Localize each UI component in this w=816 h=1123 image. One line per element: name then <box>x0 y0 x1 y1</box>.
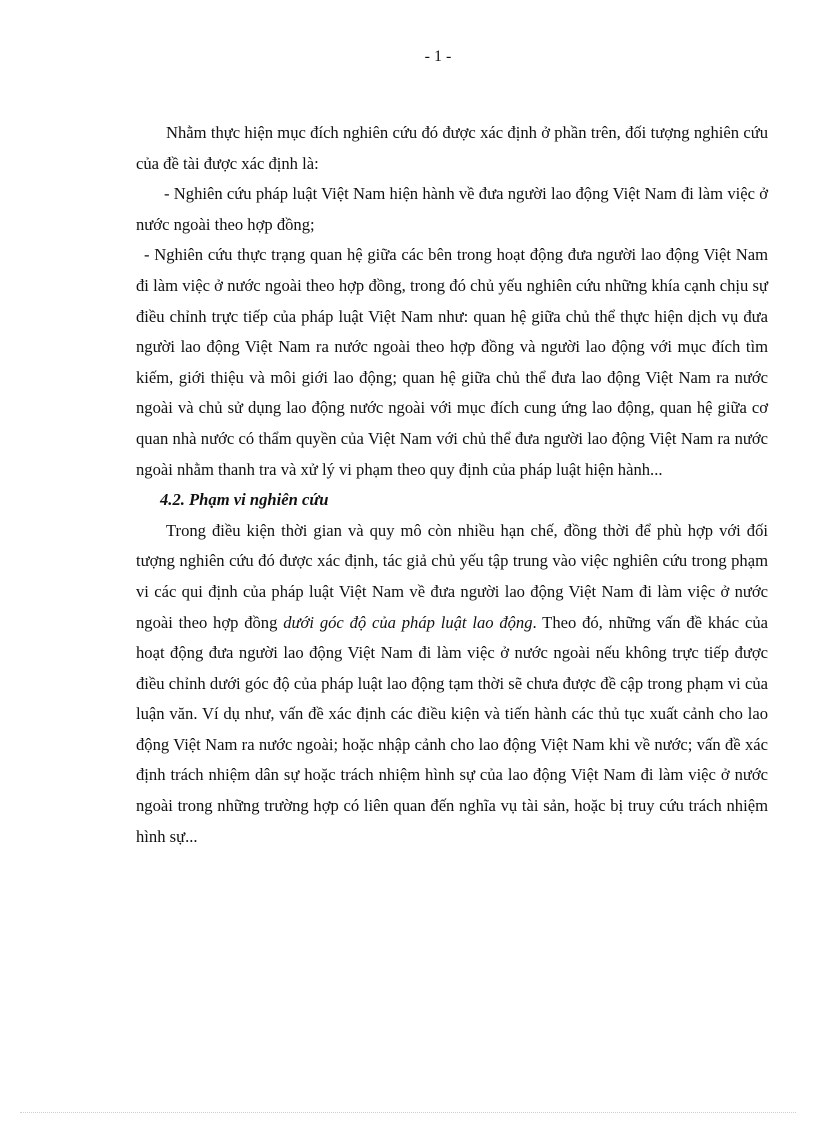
bullet-item-practice: - Nghiên cứu thực trạng quan hệ giữa các bên trong hoạt động đưa người lao động Việt Nam đi làm việc ở nước ngoài theo hợp đồng, trong đó chủ yếu nghiên cứu những khía cạnh chịu sự điều chỉnh trực tiếp của pháp luật Việt Nam như: quan hệ giữa chủ thể thực hiện dịch vụ đưa người lao động Việt Nam ra nước ngoài theo hợp đồng và người lao động với mục đích tìm kiếm, giới thiệu và môi giới lao động; quan hệ giữa chủ thể đưa lao động Việt Nam ra nước ngoài và chủ sử dụng lao động nước ngoài với mục đích cung ứng lao động, quan hệ giữa cơ quan nhà nước có thẩm quyền của Việt Nam với chủ thể đưa người lao động Việt Nam ra nước ngoài nhằm thanh tra và xử lý vi phạm theo quy định của pháp luật hiện hành... <box>136 245 768 479</box>
page-number: - 1 - <box>424 48 452 65</box>
scope-text-end: . Theo đó, những vấn đề khác của hoạt động đưa người lao động Việt Nam đi làm việc ở nước ngoài nếu không trực tiếp được điều chỉnh dưới góc độ của pháp luật lao động tạm thời sẽ chưa được đề cập trong phạm vi của luận văn. Ví dụ như, vấn đề xác định các điều kiện và tiến hành các thủ tục xuất cảnh cho lao động Việt Nam ra nước ngoài; hoặc nhập cảnh cho lao động Việt Nam khi về nước; vấn đề xác định trách nhiệm dân sự hoặc trách nhiệm hình sự của lao động Việt Nam đi làm việc ở nước ngoài trong những trường hợp có liên quan đến nghĩa vụ tài sản, hoặc bị truy cứu trách nhiệm hình sự... <box>136 612 768 846</box>
paragraph-scope <box>136 516 768 853</box>
bullet-item-law: - Nghiên cứu pháp luật Việt Nam hiện hành về đưa người lao động Việt Nam đi làm việc ở nước ngoài theo hợp đồng; <box>136 184 768 234</box>
paragraph-objectives: Nhằm thực hiện mục đích nghiên cứu đó được xác định ở phần trên, đối tượng nghiên cứu của đề tài được xác định là: <box>136 123 768 173</box>
section-heading: 4.2. Phạm vi nghiên cứu <box>160 490 329 510</box>
page-bottom-divider <box>20 1112 796 1113</box>
scope-text-start: Trong điều kiện thời gian và quy mô còn nhiều hạn chế, đồng thời để phù hợp với đối tượng nghiên cứu đó được xác định, tác giả chủ yếu tập trung vào việc nghiên cứu trong phạm vi các qui định của pháp luật Việt Nam về đưa người lao động Việt Nam đi làm việc ở nước ngoài theo hợp đồng <box>136 520 768 632</box>
scope-text-italic: dưới góc độ của pháp luật lao động <box>283 612 533 632</box>
document-body <box>136 118 768 852</box>
